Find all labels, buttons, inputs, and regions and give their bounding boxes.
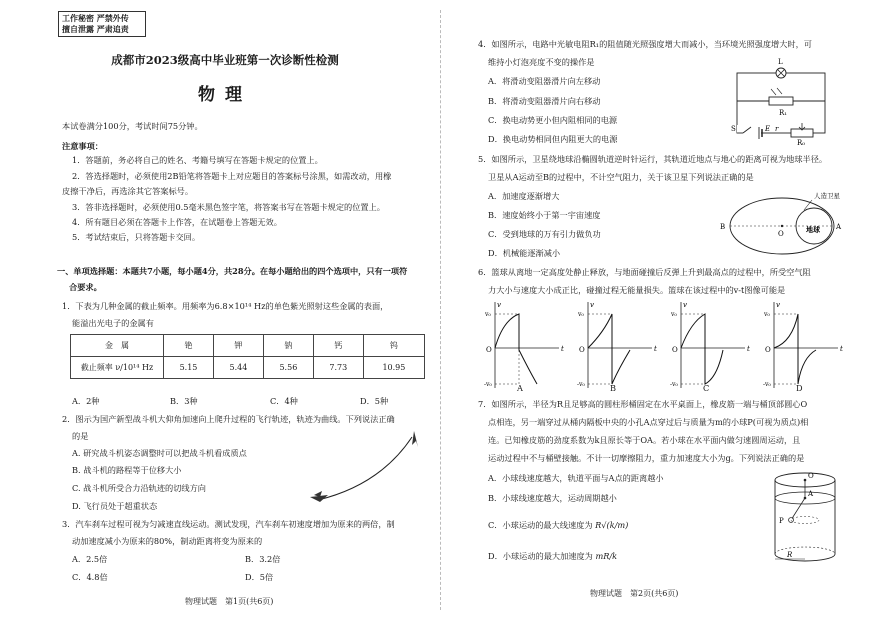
confidential-stamp: [58, 11, 146, 37]
section-heading-cont: 合要求。: [69, 282, 102, 292]
q5-option-d: D．机械能逐渐减小: [488, 248, 561, 258]
q3-option-d: D．5倍: [245, 572, 274, 582]
table-header-cell: 钾: [213, 335, 263, 357]
q5-option-b: B．速度始终小于第一宇宙速度: [488, 210, 601, 220]
t-axis-label: t: [747, 345, 750, 353]
q6-stem-cont: 力大小与速度大小成正比，碰撞过程无能量损失。篮球在该过程中的v-t图像可能是: [488, 285, 786, 295]
q5-stem: 5．如图所示，卫星绕地球沿椭圆轨道逆时针运行，其轨道近地点与地心的距离可视为地球半径。: [478, 154, 828, 164]
q7-option-c-text: C．小球运动的最大线速度为: [488, 520, 593, 530]
lamp-label: L: [778, 58, 783, 66]
vt-graph-options: [485, 298, 865, 393]
q2-option-d: D. 飞行员处于超重状态: [72, 501, 158, 511]
q2-option-c: C. 战斗机所受合力沿轨迹的切线方向: [72, 483, 206, 493]
q7-option-d-text: D．小球运动的最大加速度为: [488, 551, 593, 561]
q7-option-c: [488, 519, 628, 531]
q7-stem-cont: 运动过程中不与桶壁接触。不计一切摩擦阻力，重力加速度大小为g。下列说法正确的是: [488, 453, 805, 463]
q5-option-c: C．受到地球的万有引力做负功: [488, 229, 601, 239]
q7-stem: 7．如图所示，半径为R且足够高的圆柱形桶固定在水平桌面上，橡皮筋一端与桶顶部圆心O: [478, 399, 808, 409]
q2-stem-cont: 的是: [72, 431, 89, 441]
fighter-trajectory-figure: [300, 425, 430, 510]
q1-option-c: C．4种: [270, 396, 298, 406]
vt-curve: [681, 314, 723, 384]
table-cell: 10.95: [363, 357, 424, 379]
point-o-label: O: [808, 472, 814, 480]
emf-label: E: [765, 125, 771, 133]
note-item: 5．考试结束后，只将答题卡交回。: [72, 232, 201, 242]
table-header-cell: 铯: [164, 335, 214, 357]
satellite-label: 人造卫星: [814, 192, 840, 200]
vt-graph: [671, 298, 761, 393]
table-row: [71, 357, 425, 379]
q1-stem-cont: 能溢出光电子的金属有: [72, 318, 154, 328]
v0-label: v₀: [578, 311, 584, 318]
q1-option-d: D．5种: [360, 396, 389, 406]
q4-option-a: A．将滑动变阻器滑片向左移动: [488, 76, 601, 86]
table-header-row: [71, 335, 425, 357]
q4-option-c: C．换电动势更小但内阻相同的电源: [488, 115, 618, 125]
table-cell: 7.73: [313, 357, 363, 379]
satellite-orbit-diagram: [722, 188, 854, 258]
table-cell: 5.44: [213, 357, 263, 379]
table-header-cell: 钙: [313, 335, 363, 357]
q1-stem: 1．下表为几种金属的截止频率。用频率为6.8×10¹⁴ Hz的单色紫光照射这些金属的表面，: [62, 301, 389, 311]
vt-graph: [485, 298, 575, 393]
q2-option-a: A. 研究战斗机姿态调整时可以把战斗机看成质点: [72, 448, 247, 458]
t-axis-label: t: [840, 345, 843, 353]
q4-option-d: D．换电动势相同但内阻更大的电源: [488, 134, 618, 144]
origin-label: O: [486, 346, 492, 354]
q7-stem-cont: 连。已知橡皮筋的劲度系数为k且原长等于OA。若小球在水平面内做匀速圆周运动，且: [488, 435, 801, 445]
point-a-label: A: [836, 223, 842, 231]
vt-graph: [578, 298, 668, 393]
table-cell: 5.56: [263, 357, 313, 379]
point-a-label: A: [808, 490, 814, 498]
table-row-label: 截止频率 ν/10¹⁴ Hz: [71, 357, 164, 379]
intro-text: 本试卷满分100分，考试时间75分钟。: [62, 121, 203, 131]
v-axis-label: v: [776, 301, 780, 309]
table-header-cell: 钨: [363, 335, 424, 357]
q7-option-a: A．小球线速度越大，轨道平面与A点的距离越小: [488, 473, 664, 483]
note-item: 4．所有题目必须在答题卡上作答，在试题卷上答题无效。: [72, 217, 282, 227]
subject-title: 物理: [198, 85, 252, 105]
vt-curve: [774, 314, 816, 384]
q3-option-b: B．3.2倍: [245, 554, 281, 564]
q4-stem: 4．如图所示，电路中光敏电阻R₁的阻值随光照强度增大而减小，当环境光照强度增大时，可: [478, 39, 812, 49]
note-item: 1．答题前，务必将自己的姓名、考籍号填写在答题卡规定的位置上。: [72, 155, 323, 165]
switch-label: S: [731, 125, 736, 133]
v0-label: v₀: [671, 311, 677, 318]
note-item: 皮擦干净后，再选涂其它答案标号。: [62, 186, 194, 196]
point-b-label: B: [720, 223, 726, 231]
q7-option-d: [488, 550, 617, 562]
table-cell: 5.15: [164, 357, 214, 379]
circuit-diagram: [725, 55, 845, 145]
note-item: 2．答选择题时，必须使用2B铅笔将答题卡上对应题目的答案标号涂黑，如需改动，用橡: [72, 171, 392, 181]
q2-stem: 2．图示为国产新型战斗机大仰角加速向上爬升过程的飞行轨迹，轨迹为曲线。下列说法正确: [62, 414, 395, 424]
vt-curve: [495, 314, 537, 384]
origin-label: O: [765, 346, 771, 354]
q7-stem-cont: 点相连，另一端穿过从桶内隔板中央的小孔A点穿过后与质量为m的小球P(可视为质点)相: [488, 417, 809, 427]
notes-title: 注意事项：: [62, 141, 103, 151]
v-axis-label: v: [590, 301, 594, 309]
q4-stem-cont: 维持小灯泡亮度不变的操作是: [488, 57, 595, 67]
v0-label: v₀: [485, 311, 491, 318]
r0-label: R₀: [797, 139, 806, 147]
vt-graph-label: B: [610, 383, 617, 393]
neg-v0-label: -v₀: [577, 381, 585, 388]
q5-stem-cont: 卫星从A运动至B的过程中，不计空气阻力，关于该卫星下列说法正确的是: [488, 172, 754, 182]
neg-v0-label: -v₀: [763, 381, 771, 388]
page-footer: 物理试题 第1页(共6页): [185, 597, 274, 606]
page-2: [440, 0, 870, 627]
stamp-line-1: 工作秘密 严禁外传: [62, 14, 129, 23]
q3-option-a: A．2.5倍: [72, 554, 108, 564]
vt-graph-label: A: [517, 383, 523, 393]
neg-v0-label: -v₀: [670, 381, 678, 388]
vt-graph: [764, 298, 854, 393]
origin-label: O: [672, 346, 678, 354]
vt-curve: [588, 314, 630, 384]
q1-option-a: A．2种: [72, 396, 100, 406]
earth-label: 地球: [806, 225, 820, 234]
t-axis-label: t: [561, 345, 564, 353]
q5-option-a: A．加速度逐渐增大: [488, 191, 560, 201]
ball-p-label: P: [779, 517, 784, 525]
v0-label: v₀: [764, 311, 770, 318]
t-axis-label: t: [654, 345, 657, 353]
q6-stem: 6．篮球从离地一定高度处静止释放，与地面碰撞后反弹上升到最高点的过程中，所受空气阻: [478, 267, 811, 277]
stamp-line-2: 擅自泄露 严肃追责: [62, 25, 129, 34]
q3-stem: 3．汽车刹车过程可视为匀减速直线运动。测试发现，汽车刹车初速度增加为原来的两倍，制: [62, 519, 395, 529]
v-axis-label: v: [683, 301, 687, 309]
q7-option-b: B．小球线速度越大，运动周期越小: [488, 493, 617, 503]
radius-label: R: [787, 551, 793, 559]
note-item: 3．答非选择题时，必须使用0.5毫米黑色签字笔，将答案书写在答题卡规定的位置上。: [72, 202, 385, 212]
metal-frequency-table: [70, 334, 425, 379]
q2-option-b: B. 战斗机的路程等于位移大小: [72, 465, 182, 475]
table-header-cell: 钠: [263, 335, 313, 357]
v-axis-label: v: [497, 301, 501, 309]
vt-graph-label: C: [703, 383, 710, 393]
q3-stem-cont: 动加速度减小为原来的80%，制动距离将变为原来的: [72, 536, 263, 546]
neg-v0-label: -v₀: [484, 381, 492, 388]
q7-option-c-formula: R√(k/m): [595, 520, 629, 530]
exam-title: 成都市2023级高中毕业班第一次诊断性检测: [111, 53, 339, 67]
origin-label: O: [579, 346, 585, 354]
cylinder-figure: [765, 468, 855, 568]
vt-graph-label: D: [796, 383, 803, 393]
r1-label: R₁: [779, 109, 788, 117]
q4-option-b: B．将滑动变阻器滑片向右移动: [488, 96, 601, 106]
q3-option-c: C．4.8倍: [72, 572, 108, 582]
page-footer: 物理试题 第2页(共6页): [590, 589, 679, 598]
table-header-cell: 金 属: [71, 335, 164, 357]
center-o-label: O: [778, 230, 784, 238]
section-heading: 一、单项选择题：本题共7小题，每小题4分，共28分。在每小题给出的四个选项中，只有一项符: [57, 266, 408, 276]
q7-option-d-formula: mR/k: [595, 551, 618, 561]
q1-option-b: B．3种: [170, 396, 198, 406]
internal-r-label: r: [775, 125, 779, 133]
